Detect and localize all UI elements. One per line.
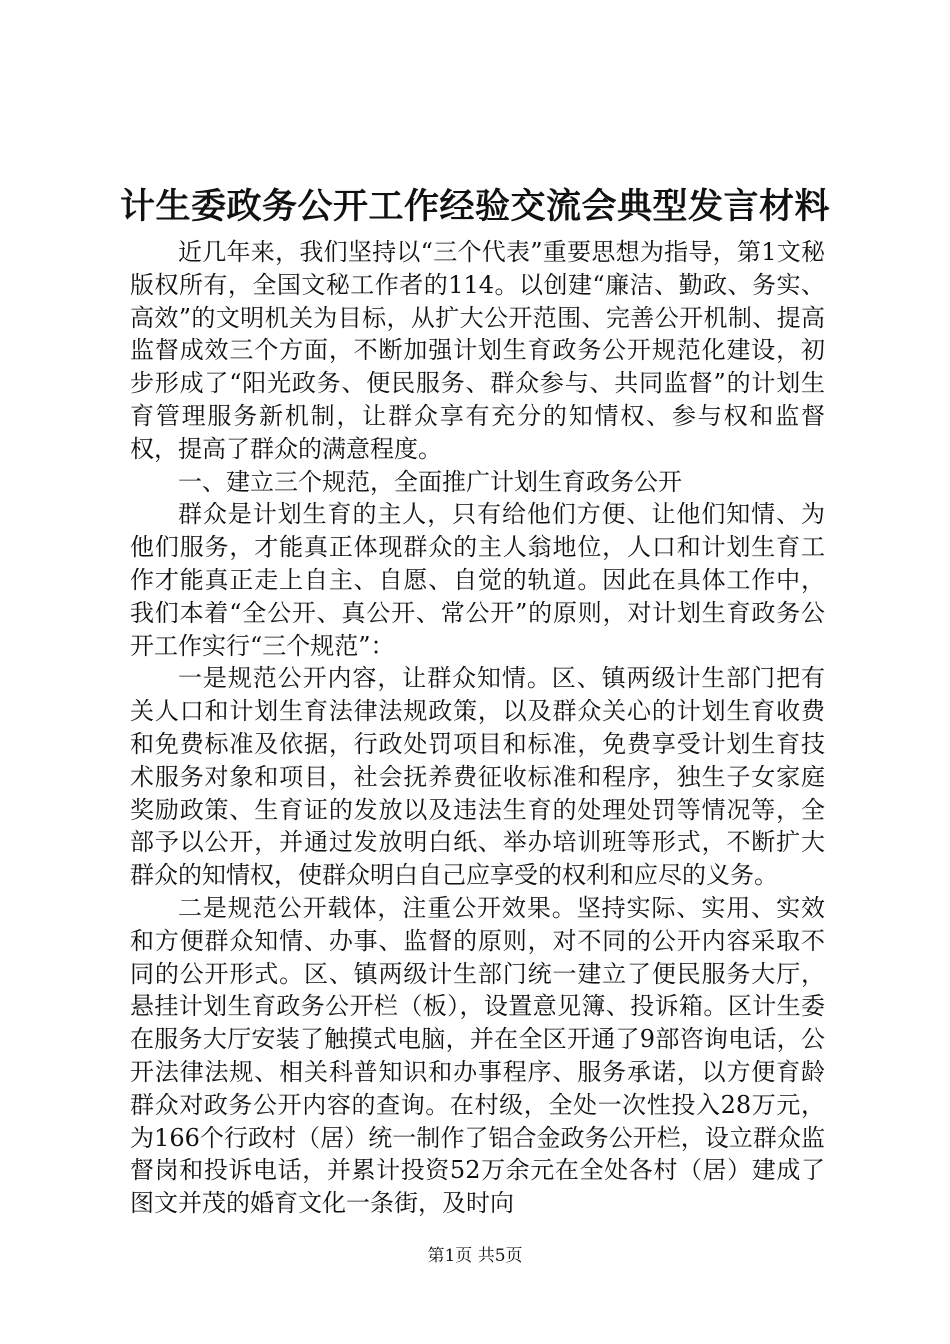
body-paragraph: 二是规范公开载体，注重公开效果。坚持实际、实用、实效和方便群众知情、办事、监督的原则，对不同的公开内容采取不同的公开形式。区、镇两级计生部门统一建立了便民服务大厅，悬挂计划生育政务公开栏（板），设置意见簿、投诉箱。区计生委在服务大厅安装了触摸式电脑，并在全区开通了9部咨询电话，公开法律法规、相关科普知识和办事程序、服务承诺，以方便育龄群众对政务公开内容的查询。在村级，全处一次性投入28万元，为166个行政村（居）统一制作了铝合金政务公开栏，设立群众监督岗和投诉电话，并累计投资52万余元在全处各村（居）建成了图文并茂的婚育文化一条街，及时向 <box>130 893 825 1218</box>
page-number-footer: 第1页 共5页 <box>427 1246 523 1266</box>
document-body <box>130 236 825 1220</box>
section-heading: 一、建立三个规范，全面推广计划生育政务公开 <box>178 467 682 496</box>
intro-paragraph: 近几年来，我们坚持以“三个代表”重要思想为指导，第1文秘版权所有，全国文秘工作者的114。以创建“廉洁、勤政、务实、高效”的文明机关为目标，从扩大公开范围、完善公开机制、提高监督成效三个方面，不断加强计划生育政务公开规范化建设，初步形成了“阳光政务、便民服务、群众参与、共同监督”的计划生育管理服务新机制，让群众享有充分的知情权、参与权和监督权，提高了群众的满意程度。 <box>130 238 825 463</box>
document-title: 计生委政务公开工作经验交流会典型发言材料 <box>120 186 831 227</box>
body-paragraph: 群众是计划生育的主人，只有给他们方便、让他们知情、为他们服务，才能真正体现群众的主人翁地位，人口和计划生育工作才能真正走上自主、自愿、自觉的轨道。因此在具体工作中，我们本着“全公开、真公开、常公开”的原则，对计划生育政务公开工作实行“三个规范”： <box>130 500 825 660</box>
body-paragraph: 一是规范公开内容，让群众知情。区、镇两级计生部门把有关人口和计划生育法律法规政策，以及群众关心的计划生育收费和免费标准及依据，行政处罚项目和标准，免费享受计划生育技术服务对象和项目，社会抚养费征收标准和程序，独生子女家庭奖励政策、生育证的发放以及违法生育的处理处罚等情况等，全部予以公开，并通过发放明白纸、举办培训班等形式，不断扩大群众的知情权，使群众明白自己应享受的权利和应尽的义务。 <box>130 664 825 890</box>
